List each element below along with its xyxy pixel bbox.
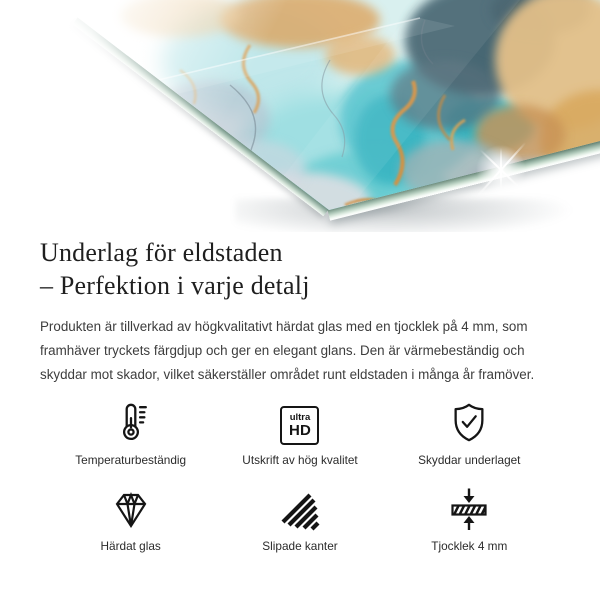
polished-edges-icon (279, 489, 321, 531)
feature-label: Skyddar underlaget (418, 453, 521, 467)
feature-grid (40, 399, 560, 553)
product-description: Produkten är tillverkad av högkvalitativt härdat glas med en tjocklek på 4 mm, som framhäver tryckets färgdjup och ger en elegant glans. Den är värmebeständig och skyddar mot skador, vilket säkerställer området runt eldstaden i många år framöver. (40, 319, 535, 382)
icon-wrap (448, 399, 490, 445)
feature-thickness (385, 485, 554, 553)
title-line-2: – Perfektion i varje detalj (40, 271, 310, 300)
ultra-hd-icon-text-top: ultra (289, 412, 311, 423)
thickness-icon (447, 487, 491, 531)
page-title (40, 236, 560, 302)
product-photo (0, 0, 600, 232)
icon-wrap (280, 399, 319, 445)
feature-label: Slipade kanter (262, 539, 338, 553)
icon-wrap (447, 485, 491, 531)
feature-label: Temperaturbeständig (75, 453, 187, 467)
icon-wrap (110, 399, 152, 445)
feature-polished-edges (215, 485, 384, 553)
title-line-1: Underlag för eldstaden (40, 238, 283, 267)
feature-label: Härdat glas (100, 539, 161, 553)
ultra-hd-icon-text-bottom: HD (288, 422, 312, 439)
feature-tempered-glass (46, 485, 215, 553)
icon-wrap (279, 485, 321, 531)
feature-protects-surface (385, 399, 554, 467)
diamond-icon (108, 489, 154, 531)
feature-print-quality (215, 399, 384, 467)
feature-label: Tjocklek 4 mm (431, 539, 508, 553)
ultra-hd-icon (280, 406, 319, 445)
feature-label: Utskrift av hög kvalitet (242, 453, 358, 467)
icon-wrap (108, 485, 154, 531)
thermometer-icon (110, 399, 152, 445)
glass-panel-shadow (235, 198, 575, 232)
feature-temperature (46, 399, 215, 467)
content-area (0, 236, 600, 553)
shield-check-icon (448, 400, 490, 445)
